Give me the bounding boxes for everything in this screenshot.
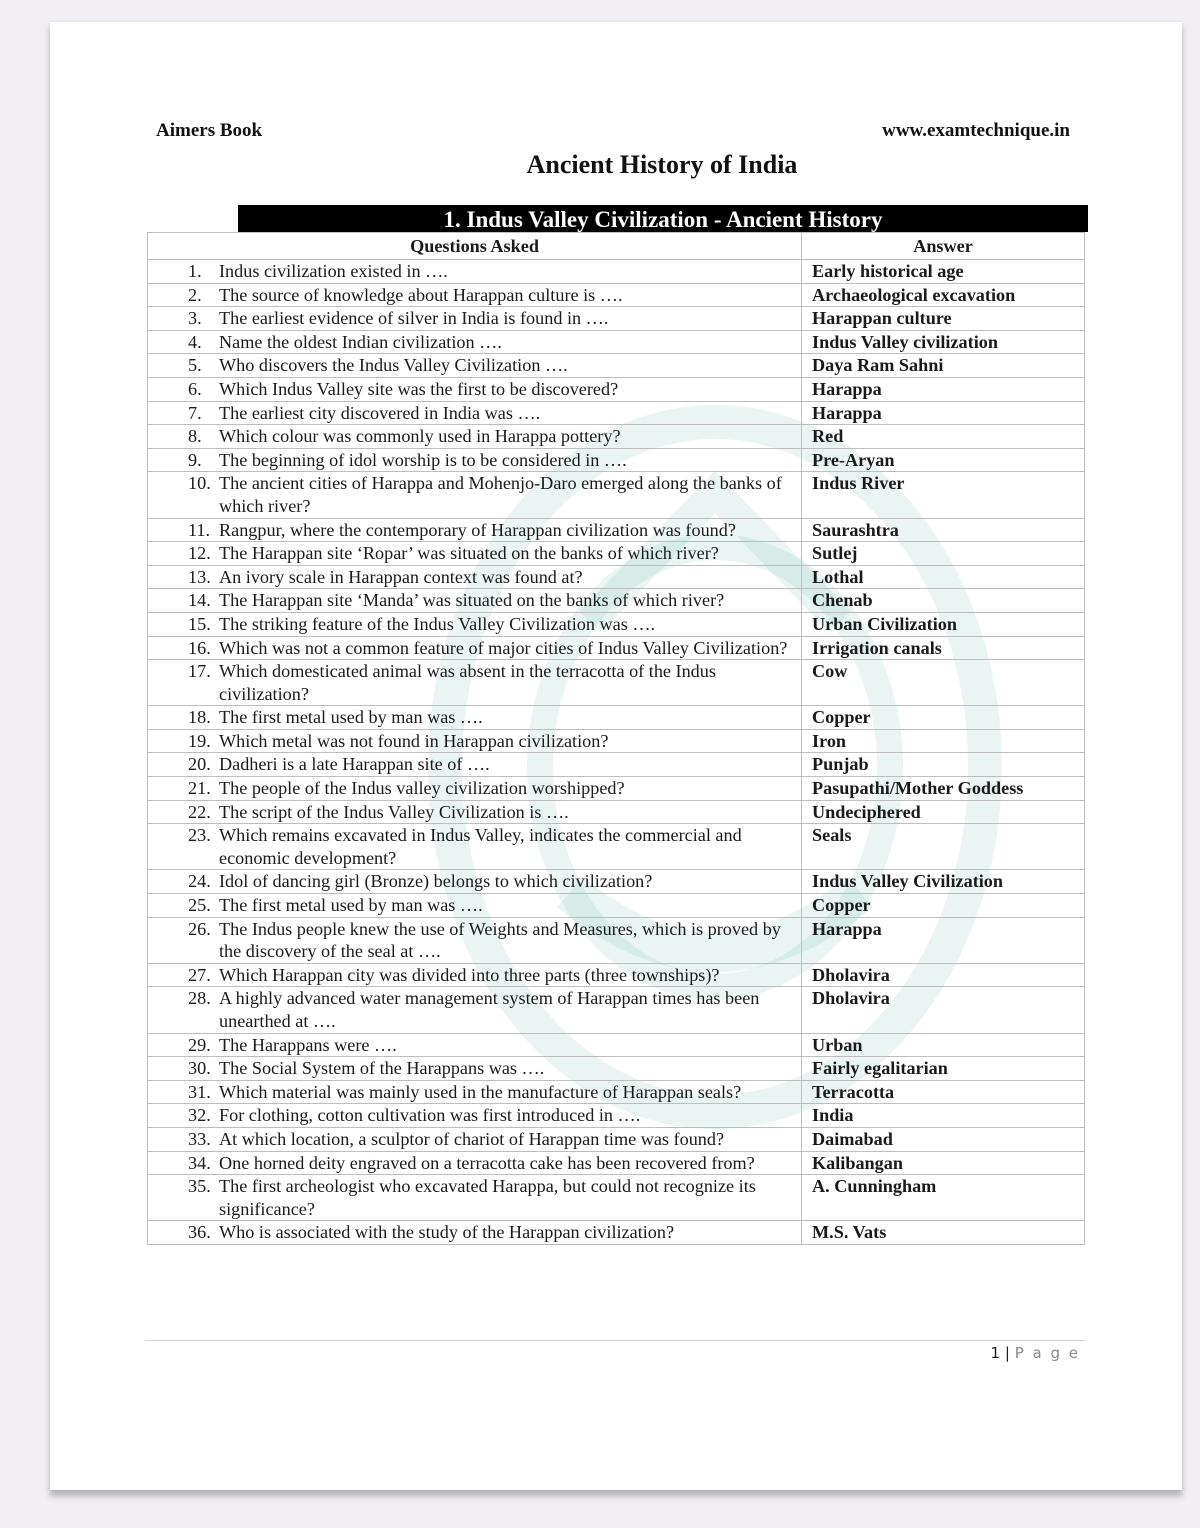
question-number: 10. (188, 473, 211, 494)
question-text: The beginning of idol worship is to be considered in …. (219, 449, 627, 470)
question-text: Which Harappan city was divided into three parts (three townships)? (219, 964, 720, 985)
question-text: The earliest evidence of silver in India is found in …. (219, 308, 609, 329)
question-number: 16. (188, 637, 211, 658)
question-cell (148, 1057, 802, 1081)
table-row (148, 1221, 1085, 1245)
question-number: 11. (188, 519, 211, 540)
answer-cell: A. Cunningham (802, 1175, 1085, 1221)
answer-cell: Harappan culture (802, 307, 1085, 331)
question-cell (148, 777, 802, 801)
answer-cell: Early historical age (802, 260, 1085, 284)
question-cell (148, 589, 802, 613)
question-cell (148, 448, 802, 472)
question-number: 26. (188, 918, 211, 939)
table-row (148, 354, 1085, 378)
answer-cell: Dholavira (802, 963, 1085, 987)
question-number: 28. (188, 988, 211, 1009)
question-cell (148, 283, 802, 307)
question-text: For clothing, cotton cultivation was first introduced in …. (219, 1105, 641, 1126)
question-cell (148, 1104, 802, 1128)
question-number: 12. (188, 543, 211, 564)
table-row (148, 307, 1085, 331)
page-label: P a g e (1014, 1344, 1080, 1362)
column-header-answer: Answer (802, 233, 1085, 260)
question-cell (148, 753, 802, 777)
question-number: 29. (188, 1034, 211, 1055)
question-number: 22. (188, 801, 211, 822)
question-cell (148, 472, 802, 518)
question-number: 7. (188, 402, 202, 423)
answer-cell: Saurashtra (802, 518, 1085, 542)
question-text: Which domesticated animal was absent in the terracotta of the Indus civilization? (219, 661, 716, 704)
question-number: 35. (188, 1176, 211, 1197)
header-website-text: www.examtechnique.in (882, 120, 1070, 141)
question-text: The earliest city discovered in India was …. (219, 402, 541, 423)
table-row (148, 894, 1085, 918)
table-row (148, 330, 1085, 354)
question-text: Idol of dancing girl (Bronze) belongs to which civilization? (219, 871, 653, 892)
question-number: 2. (188, 284, 202, 305)
question-number: 1. (188, 261, 202, 281)
answer-cell: Cow (802, 660, 1085, 706)
table-row (148, 1104, 1085, 1128)
question-number: 31. (188, 1081, 211, 1102)
question-cell (148, 307, 802, 331)
question-cell (148, 1080, 802, 1104)
document-page (50, 22, 1182, 1490)
table-row (148, 283, 1085, 307)
question-number: 4. (188, 331, 202, 352)
question-text: Which remains excavated in Indus Valley, indicates the commercial and economic development? (219, 825, 742, 868)
answer-cell: Harappa (802, 377, 1085, 401)
question-number: 27. (188, 964, 211, 985)
answer-cell: Sutlej (802, 542, 1085, 566)
table-row (148, 401, 1085, 425)
answer-cell: Lothal (802, 565, 1085, 589)
answer-cell: Irrigation canals (802, 636, 1085, 660)
table-row (148, 800, 1085, 824)
answer-cell: Undeciphered (802, 800, 1085, 824)
table-row (148, 1151, 1085, 1175)
table-row (148, 425, 1085, 449)
question-text: An ivory scale in Harappan context was found at? (219, 566, 583, 587)
question-cell (148, 824, 802, 870)
table-row (148, 963, 1085, 987)
question-cell (148, 729, 802, 753)
answer-cell: Punjab (802, 753, 1085, 777)
answer-cell: Daimabad (802, 1127, 1085, 1151)
table-row (148, 870, 1085, 894)
question-number: 5. (188, 355, 202, 376)
question-text: The first metal used by man was …. (219, 895, 483, 916)
qa-table (147, 232, 1085, 1245)
question-text: The Social System of the Harappans was …. (219, 1058, 545, 1079)
answer-cell: Pasupathi/Mother Goddess (802, 777, 1085, 801)
question-number: 8. (188, 426, 202, 447)
question-text: The first metal used by man was …. (219, 707, 483, 728)
question-text: The Indus people knew the use of Weights and Measures, which is proved by the discovery of the seal at …. (219, 918, 781, 962)
question-text: Who discovers the Indus Valley Civilization …. (219, 355, 568, 376)
answer-cell: Seals (802, 824, 1085, 870)
answer-cell: Urban Civilization (802, 612, 1085, 636)
table-row (148, 753, 1085, 777)
answer-cell: Copper (802, 894, 1085, 918)
page-number (991, 1344, 1080, 1362)
table-row (148, 1175, 1085, 1221)
question-number: 32. (188, 1105, 211, 1126)
question-number: 17. (188, 661, 211, 682)
question-cell (148, 894, 802, 918)
question-text: At which location, a sculptor of chariot of Harappan time was found? (219, 1128, 725, 1149)
question-text: The people of the Indus valley civilization worshipped? (219, 778, 625, 799)
question-text: The first archeologist who excavated Harappa, but could not recognize its significance? (219, 1176, 756, 1219)
question-number: 34. (188, 1152, 211, 1173)
question-number: 21. (188, 778, 211, 799)
question-number: 20. (188, 754, 211, 775)
question-cell (148, 1175, 802, 1221)
question-cell (148, 963, 802, 987)
question-number: 18. (188, 707, 211, 728)
table-row (148, 1033, 1085, 1057)
question-cell (148, 870, 802, 894)
question-cell (148, 377, 802, 401)
question-text: The Harappans were …. (219, 1034, 397, 1055)
question-number: 15. (188, 613, 211, 634)
question-cell (148, 660, 802, 706)
answer-cell: India (802, 1104, 1085, 1128)
question-number: 25. (188, 895, 211, 916)
answer-cell: Chenab (802, 589, 1085, 613)
answer-cell: Harappa (802, 917, 1085, 963)
table-row (148, 917, 1085, 963)
question-cell (148, 612, 802, 636)
question-number: 36. (188, 1222, 211, 1243)
question-cell (148, 260, 802, 284)
question-text: Which Indus Valley site was the first to be discovered? (219, 378, 619, 399)
answer-cell: Kalibangan (802, 1151, 1085, 1175)
question-text: The ancient cities of Harappa and Mohenjo-Daro emerged along the banks of which river? (219, 473, 782, 516)
question-cell (148, 354, 802, 378)
question-text: The source of knowledge about Harappan culture is …. (219, 284, 623, 305)
answer-cell: M.S. Vats (802, 1221, 1085, 1245)
table-row (148, 777, 1085, 801)
table-row (148, 987, 1085, 1033)
question-text: Which material was mainly used in the manufacture of Harappan seals? (219, 1081, 742, 1102)
question-cell (148, 800, 802, 824)
question-cell (148, 1221, 802, 1245)
answer-cell: Red (802, 425, 1085, 449)
question-cell (148, 636, 802, 660)
question-cell (148, 565, 802, 589)
question-text: Rangpur, where the contemporary of Harappan civilization was found? (219, 519, 736, 540)
document-title: Ancient History of India (526, 150, 798, 179)
table-row (148, 472, 1085, 518)
header-left-text: Aimers Book (156, 120, 263, 141)
question-number: 6. (188, 378, 202, 399)
question-cell (148, 1151, 802, 1175)
question-text: Which metal was not found in Harappan civilization? (219, 730, 609, 751)
answer-cell: Indus River (802, 472, 1085, 518)
answer-cell: Copper (802, 706, 1085, 730)
table-row (148, 612, 1085, 636)
answer-cell: Terracotta (802, 1080, 1085, 1104)
answer-cell: Dholavira (802, 987, 1085, 1033)
question-cell (148, 1127, 802, 1151)
question-number: 14. (188, 590, 211, 611)
question-cell (148, 706, 802, 730)
question-cell (148, 987, 802, 1033)
table-row (148, 260, 1085, 284)
answer-cell: Archaeological excavation (802, 283, 1085, 307)
question-number: 30. (188, 1058, 211, 1079)
question-text: Indus civilization existed in …. (219, 261, 448, 281)
section-heading-bar: 1. Indus Valley Civilization - Ancient History (238, 205, 1088, 232)
question-text: Which was not a common feature of major cities of Indus Valley Civilization? (219, 637, 788, 658)
answer-cell: Harappa (802, 401, 1085, 425)
question-cell (148, 518, 802, 542)
question-cell (148, 425, 802, 449)
table-row (148, 729, 1085, 753)
question-cell (148, 917, 802, 963)
table-row (148, 636, 1085, 660)
question-text: The Harappan site ‘Manda’ was situated on the banks of which river? (219, 590, 725, 611)
table-row (148, 660, 1085, 706)
page-number-value: 1 (990, 1344, 1001, 1362)
answer-cell: Urban (802, 1033, 1085, 1057)
answer-cell: Indus Valley Civilization (802, 870, 1085, 894)
question-text: Who is associated with the study of the Harappan civilization? (219, 1222, 675, 1243)
table-row (148, 589, 1085, 613)
question-number: 23. (188, 825, 211, 846)
question-text: Dadheri is a late Harappan site of …. (219, 754, 490, 775)
table-row (148, 565, 1085, 589)
answer-cell: Fairly egalitarian (802, 1057, 1085, 1081)
answer-cell: Indus Valley civilization (802, 330, 1085, 354)
question-text: A highly advanced water management system of Harappan times has been unearthed at …. (219, 988, 760, 1031)
table-row (148, 1127, 1085, 1151)
answer-cell: Iron (802, 729, 1085, 753)
question-number: 19. (188, 730, 211, 751)
table-row (148, 542, 1085, 566)
table-row (148, 377, 1085, 401)
question-cell (148, 330, 802, 354)
question-text: The Harappan site ‘Ropar’ was situated on the banks of which river? (219, 543, 719, 564)
footer-divider (145, 1340, 1085, 1341)
question-text: Name the oldest Indian civilization …. (219, 331, 502, 352)
table-row (148, 448, 1085, 472)
question-number: 33. (188, 1128, 211, 1149)
question-number: 13. (188, 566, 211, 587)
question-text: Which colour was commonly used in Harappa pottery? (219, 426, 621, 447)
question-text: The striking feature of the Indus Valley Civilization was …. (219, 613, 656, 634)
question-text: One horned deity engraved on a terracotta cake has been recovered from? (219, 1152, 755, 1173)
answer-cell: Daya Ram Sahni (802, 354, 1085, 378)
table-row (148, 706, 1085, 730)
question-cell (148, 401, 802, 425)
answer-cell: Pre-Aryan (802, 448, 1085, 472)
table-row (148, 518, 1085, 542)
table-header-row (148, 233, 1085, 260)
table-row (148, 1080, 1085, 1104)
question-cell (148, 542, 802, 566)
page-number-separator: | (1004, 1344, 1015, 1362)
question-number: 24. (188, 871, 211, 892)
question-cell (148, 1033, 802, 1057)
column-header-question: Questions Asked (148, 233, 802, 260)
table-row (148, 1057, 1085, 1081)
table-row (148, 824, 1085, 870)
question-number: 9. (188, 449, 202, 470)
question-number: 3. (188, 308, 202, 329)
question-text: The script of the Indus Valley Civilization is …. (219, 801, 569, 822)
